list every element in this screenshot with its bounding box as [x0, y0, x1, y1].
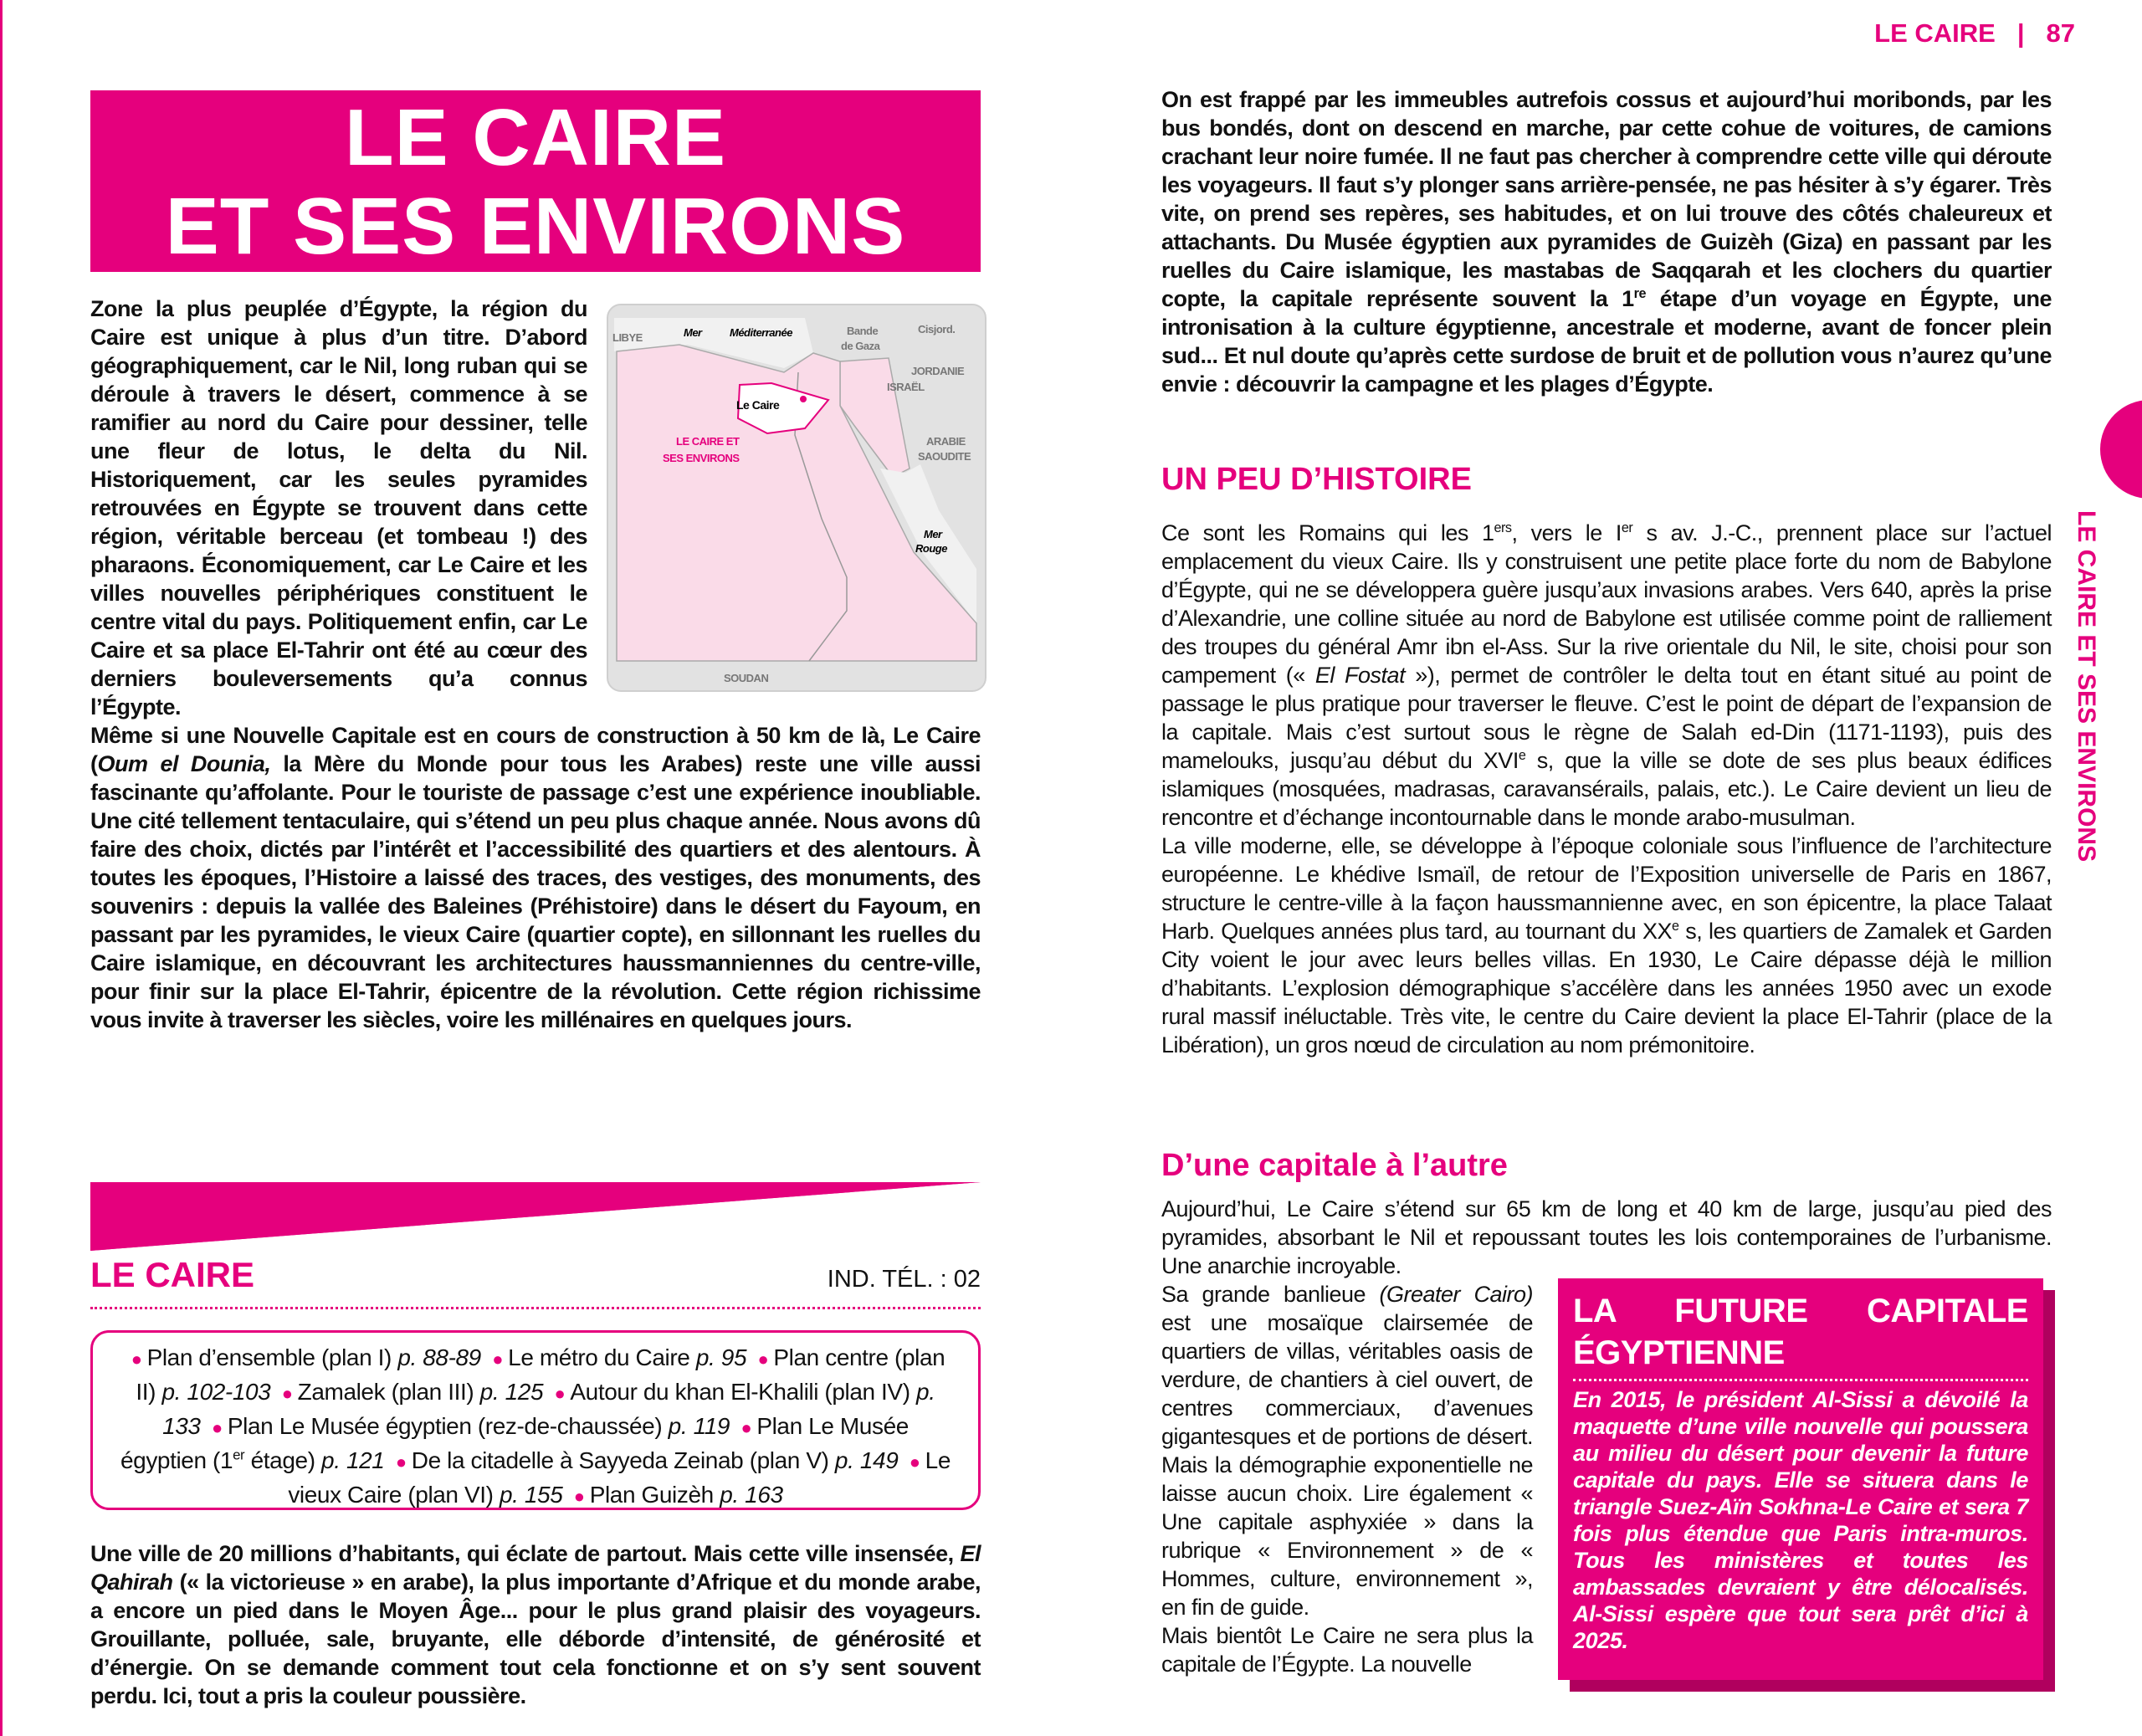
page-number: 87 [2046, 18, 2075, 48]
map-label-israel: ISRAËL [887, 381, 925, 393]
plan-page: p. 149 [834, 1447, 899, 1473]
text-run: Même si une Nouvelle Capitale est en cours de construction à 50 km de là, Le Caire ( [90, 723, 981, 776]
text-run: »), permet de contrôler le delta tout en étant situé au point de passage le plus pratique pour traverser le fleuve. C’est le point de départ de l’expansion de la capitale. Mais c’est surtout sous le règne de Salah ed-Din (1171-1193), puis des mamelouks, jusqu’au début du XVI [1161, 663, 2052, 773]
plan-item[interactable]: ● Le métro du Caire p. 95 [492, 1344, 747, 1370]
text-run: s, que la ville se dote de ses plus beaux édifices islamiques (mosquées, madrasas, caravansérails, palais, etc.). Le Caire devient un lieu de rencontre et d’échange incontournable dans le monde arabo-musulman. [1161, 748, 2052, 830]
text-run: (« la victorieuse » en arabe), la plus importante d’Afrique et du monde arabe, a encore un pied dans le Moyen Âge... pour le plus grand plaisir des voyageurs. Grouillante, polluée, sale, bruyante, elle déborde d’intensité, de générosité et d’énergie. On se demande comment tout cela fonctionne et on s’y sent souvent perdu. Ici, tout a pris la couleur poussière. [90, 1570, 981, 1708]
plan-item[interactable]: ● Autour du khan El-Khalili (plan IV) p. 133 [162, 1379, 935, 1439]
chapter-edge-label: LE CAIRE ET SES ENVIRONS [2073, 510, 2100, 863]
text-run: Une ville de 20 millions d’habitants, qui éclate de partout. Mais cette ville insensée, [90, 1541, 961, 1566]
capitale-paragraph-1: Aujourd’hui, Le Caire s’étend sur 65 km de long et 40 km de large, jusqu’au pied des pyramides, absorbant le Nil et repoussant toutes les lois contemporaines de l’urbanisme. Une anarchie incroyable. [1161, 1196, 2052, 1278]
running-head-separator: | [2016, 18, 2025, 48]
section-wedge-bar [90, 1182, 981, 1251]
chapter-title-line1: LE CAIRE [344, 93, 727, 182]
histoire-paragraph-1 [1161, 519, 2052, 832]
text-run-italic: (Greater Cairo) [1379, 1282, 1533, 1307]
text-run: étape d’un voyage en Égypte, une intronisation à la culture égyptienne, ancestrale et moderne, avant de foncer plein sud... Et nul doute qu’après cette surdose de bruit et de pollution vous n’aurez qu’une envie : découvrir la campagne et les plages d’Égypte. [1161, 286, 2052, 397]
text-run: On est frappé par les immeubles autrefois cossus et aujourd’hui moribonds, par les bus bondés, dont on descend en marche, par cette cohue de voitures, de camions crachant leur noire fumée. Il ne faut pas chercher à comprendre cette ville qui déroute les voyageurs. Il faut s’y plonger sans arrière-pensée, ne pas hésiter à s’y égarer. Très vite, on prend ses repères, ses habitudes, et on lui trouve des côtés chaleureux et attachants. Du Musée égyptien aux pyramides de Guizèh (Giza) en passant par les ruelles du Caire islamique, les mastabas de Saqqarah et les clochers du quartier copte, la capitale représente souvent la 1 [1161, 87, 2052, 311]
plan-item[interactable]: ● De la citadelle à Sayyeda Zeinab (plan V) p. 149 [395, 1447, 899, 1473]
dotted-divider [90, 1307, 981, 1309]
text-run: Sa grande banlieue [1161, 1282, 1380, 1307]
sidebar-body: En 2015, le président Al-Sissi a dévoilé la maquette d’une ville nouvelle qui poussera au milieu du désert pour devenir la future capitale du pays. Elle se situera dans le triangle Suez-Aïn Sokhna-Le Caire et sera 7 fois plus étendue que Paris intra-muros. Tous les ministères et toutes les ambassades devraient y être délocalisés. Al-Sissi espère que tout sera prêt d’ici à 2025. [1573, 1387, 2028, 1653]
map-label-mer: Mer [684, 326, 702, 339]
map-label-region-line1: LE CAIRE ET [676, 435, 740, 448]
text-run: la Mère du Monde pour tous les Arabes) reste une ville aussi fascinante qu’affolante. Pour le touriste de passage c’est une expérience inoubliable. Une cité tellement tentaculaire, qui s’étend un peu plus chaque année. Nous avons dû faire des choix, dictés par l’intérêt et l’accessibilité des quartiers et des alentours. À toutes les époques, l’Histoire a laissé des traces, des vestiges, des monuments, des souvenirs : depuis la vallée des Baleines (Préhistoire) dans le désert du Fayoum, en passant par les pyramides, le vieux Caire (quartier copte), en sillonnant les ruelles du Caire islamique, en découvrant les architectures haussmanniennes du centre-ville, pour finir sur la place El-Tahrir, épicentre de la révolution. Cette région richissime vous invite à traverser les siècles, voire les millénaires en quelques jours. [90, 751, 981, 1032]
plan-item[interactable]: ● Plan Le Musée égyptien (rez-de-chaussée) p. 119 [211, 1413, 730, 1439]
chapter-title [90, 90, 981, 272]
plan-page: p. 119 [668, 1413, 730, 1439]
map-label-mer-rouge2: Rouge [915, 542, 947, 555]
text-run: La ville moderne, elle, se développe à l’époque coloniale sous l’influence de l’architecture européenne. Le khédive Ismaïl, de retour de l’Exposition universelle de Paris en 1867, structure le centre-ville à la façon haussmannienne avec, en son épicentre, la place Talaat Harb. Quelques années plus tard, au tournant du XX [1161, 833, 2052, 944]
plan-page: p. 163 [720, 1482, 783, 1508]
plan-label: Le métro du Caire [508, 1344, 696, 1370]
section-heading-histoire: UN PEU D’HISTOIRE [1161, 462, 1472, 497]
chapter-title-line2: ET SES ENVIRONS [165, 182, 906, 271]
sidebar-divider [1573, 1379, 2028, 1381]
map-label-gaza: de Gaza [841, 340, 880, 352]
plan-page: p. 155 [499, 1482, 563, 1508]
plan-page: p. 125 [479, 1379, 544, 1405]
superscript: ers [1494, 520, 1512, 535]
plan-label: De la citadelle à Sayyeda Zeinab (plan V) [411, 1447, 835, 1473]
text-run-italic: El Fostat [1314, 663, 1406, 688]
map-label-cisjord: Cisjord. [918, 323, 956, 335]
superscript: er [1621, 520, 1633, 535]
le-caire-paragraph [90, 1539, 981, 1710]
plan-item[interactable]: ● Plan d’ensemble (plan I) p. 88-89 [131, 1344, 481, 1370]
histoire-text [1161, 519, 2052, 1059]
text-run: , vers le I [1511, 520, 1622, 545]
plan-label: Zamalek (plan III) [297, 1379, 480, 1405]
map-label-mer-rouge1: Mer [924, 528, 942, 540]
plan-item[interactable]: ● Plan centre (plan II) p. 102-103 [136, 1344, 945, 1405]
histoire-paragraph-2 [1161, 832, 2052, 1059]
map-label-libye: LIBYE [612, 331, 643, 344]
text-run: s av. J.-C., prennent place sur l’actuel emplacement du vieux Caire. Ils y construisent une petite place forte du nom de Babylone d’Égypte, qui ne se développera guère jusqu’aux invasions arabes. Vers 640, après la prise d’Alexandrie, une colline située au nord de Babylone est utilisée comme point de ralliement des troupes du général Amr ibn el-Ass. Sur la rive orientale du Nil, le site, choisi pour son campement (« [1161, 520, 2052, 688]
plan-label: Autour du khan El-Khalili (plan IV) [570, 1379, 917, 1405]
plans-box [90, 1330, 981, 1510]
plan-item[interactable]: ● Zamalek (plan III) p. 125 [281, 1379, 544, 1405]
map-label-saoudite: SAOUDITE [918, 450, 971, 463]
plan-label: Plan d’ensemble (plan I) [146, 1344, 398, 1370]
plan-label: Plan Le Musée égyptien (1 [120, 1413, 909, 1473]
superscript: e [1671, 919, 1679, 934]
region-map [604, 301, 989, 694]
sidebar-future-capitale [1558, 1278, 2043, 1680]
running-head [1874, 18, 2075, 49]
intro-paragraph-1: Zone la plus peuplée d’Égypte, la région du Caire est unique à plus d’un titre. D’abord géographiquement, car le Nil, long ruban qui se déroule à travers le désert, commence à se ramifier au nord du Caire pour dessiner, telle une fleur de lotus, le delta du Nil. Historiquement, car les seules pyramides retrouvées en Égypte se trouvent dans cette région, véritable berceau (et tombeau !) des pharaons. Économiquement, car Le Caire et les villes nouvelles périphériques constituent le centre vital du pays. Politiquement enfin, car Le Caire et sa place El-Tahrir ont été au cœur des derniers bouleversements qu’a connus l’Égypte. [90, 296, 587, 719]
plan-page: p. 95 [695, 1344, 747, 1370]
plan-page: p. 121 [321, 1447, 385, 1473]
map-label-city: Le Caire [736, 398, 780, 412]
map-label-jordanie: JORDANIE [911, 365, 965, 377]
plan-item[interactable]: ● Le vieux Caire (plan VI) p. 155 [288, 1447, 951, 1508]
plan-page: p. 102-103 [161, 1379, 271, 1405]
plan-label: Plan centre (plan II) [136, 1344, 945, 1405]
chapter-thumb-tab [2100, 400, 2142, 499]
map-label-soudan: SOUDAN [724, 672, 769, 684]
intro-paragraph-2 [90, 721, 981, 1034]
plan-page: p. 133 [162, 1379, 935, 1439]
superscript: e [1518, 748, 1526, 763]
plan-sup: er [233, 1447, 245, 1463]
running-head-section: LE CAIRE [1874, 18, 1996, 48]
section-heading-le-caire: LE CAIRE [90, 1255, 255, 1294]
plan-item[interactable]: ● Plan Le Musée égyptien (1er étage) p. 121 [120, 1413, 909, 1473]
plan-label: Le vieux Caire (plan VI) [288, 1447, 951, 1508]
page-edge-line [0, 0, 3, 1736]
text-run: est une mosaïque clairsemée de quartiers de villas, véritables oasis de verdure, de chantiers à ciel ouvert, de centres commerciaux, d’avenues gigantesques et de portions de désert. Mais la démographie exponentielle ne laisse aucun choix. Lire également « Une capitale asphyxiée » dans la rubrique « Environnement » de « Hommes, culture, environnement », en fin de guide. [1161, 1310, 1533, 1620]
capitale-text [1161, 1195, 2052, 1705]
plan-label: Plan Guizèh [589, 1482, 720, 1508]
intro-text [90, 294, 981, 1034]
map-label-region-line2: SES ENVIRONS [663, 452, 740, 464]
superscript: re [1633, 286, 1646, 301]
plan-label: étage) [244, 1447, 322, 1473]
text-run-italic: Oum el Dounia, [97, 751, 271, 776]
text-run-italic: El Qahirah [90, 1541, 981, 1595]
map-label-bande: Bande [847, 325, 879, 337]
phone-prefix: IND. TÉL. : 02 [827, 1266, 981, 1293]
plan-label: Plan Le Musée égyptien (rez-de-chaussée) [227, 1413, 669, 1439]
plan-page: p. 88-89 [397, 1344, 481, 1370]
text-run: s, les quartiers de Zamalek et Garden City voient le jour avec leurs belles villas. En 1930, Le Caire dépasse déjà le million d’habitants. L’explosion démographique s’accélère dans les années 1950 avec un exode rural massif inéluctable. Très vite, le centre du Caire devient la place El-Tahrir (place de la Libération), un gros nœud de circulation au nom prémonitoire. [1161, 919, 2052, 1057]
text-run: Ce sont les Romains qui les 1 [1161, 520, 1494, 545]
capitale-paragraph-3: Mais bientôt Le Caire ne sera plus la capitale de l’Égypte. La nouvelle [1161, 1623, 1533, 1677]
plan-item[interactable]: ● Plan Guizèh p. 163 [573, 1482, 783, 1508]
map-label-mediterranee: Méditerranée [730, 326, 792, 339]
sidebar-title: LA FUTURE CAPITALE ÉGYPTIENNE [1573, 1293, 2028, 1371]
section-heading-capitale: D’une capitale à l’autre [1161, 1148, 1508, 1183]
right-intro-paragraph [1161, 85, 2052, 398]
map-label-arabie: ARABIE [926, 435, 966, 448]
